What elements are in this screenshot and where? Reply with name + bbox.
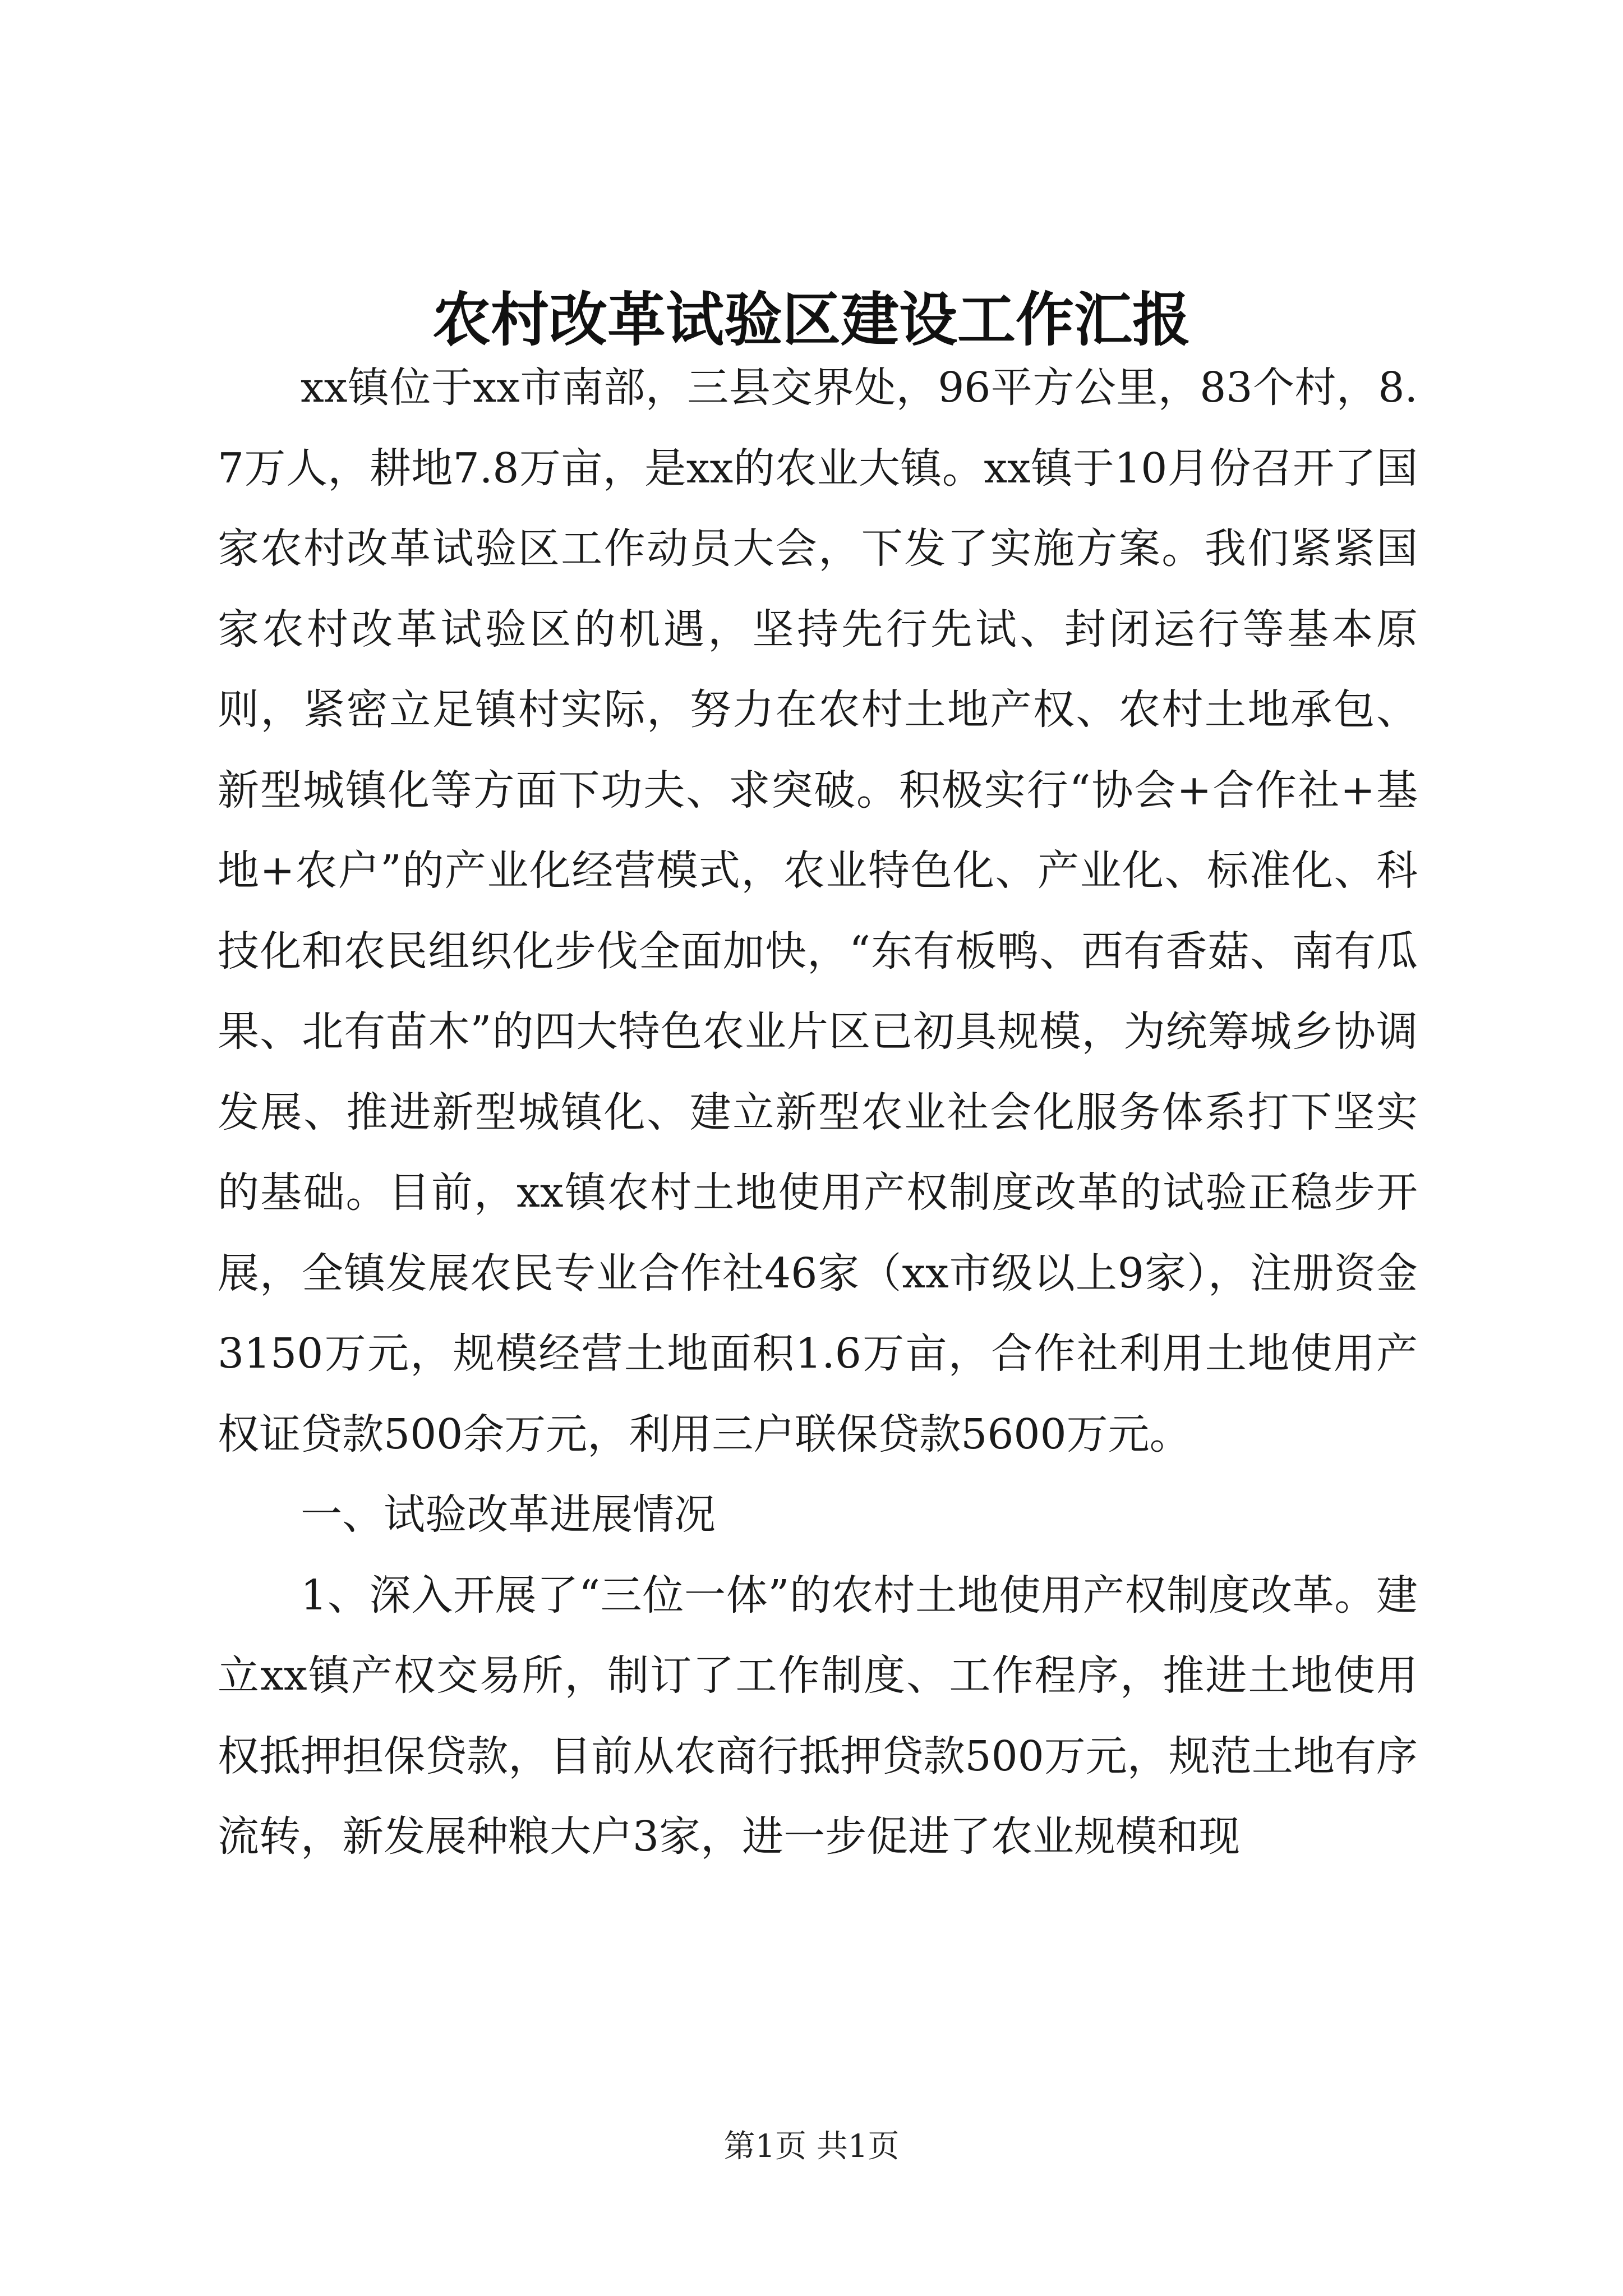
document-title: 农村改革试验区建设工作汇报 [432, 285, 1191, 354]
document-body [218, 348, 1418, 1878]
page-number-footer: 第1页 共1页 [723, 2128, 900, 2165]
section-heading: 一、试验改革进展情况 [301, 1490, 716, 1539]
section-paragraph: 1、深入开展了“三位一体”的农村土地使用产权制度改革。建立xx镇产权交易所，制订了工作制度、工作程序，推进土地使用权抵押担保贷款，目前从农商行抵押贷款500万元，规范土地有序流转，新发展种粮大户3家，进一步促进了农业规模和现 [218, 1571, 1418, 1861]
intro-paragraph: xx镇位于xx市南部，三县交界处，96平方公里，83个村，8.7万人，耕地7.8万亩，是xx的农业大镇。xx镇于10月份召开了国家农村改革试验区工作动员大会，下发了实施方案。我们紧紧国家农村改革试验区的机遇，坚持先行先试、封闭运行等基本原则，紧密立足镇村实际，努力在农村土地产权、农村土地承包、新型城镇化等方面下功夫、求突破。积极实行“协会+合作社+基地+农户”的产业化经营模式，农业特色化、产业化、标准化、科技化和农民组织化步伐全面加快，“东有板鸭、西有香菇、南有瓜果、北有苗木”的四大特色农业片区已初具规模，为统筹城乡协调发展、推进新型城镇化、建立新型农业社会化服务体系打下坚实的基础。目前，xx镇农村土地使用产权制度改革的试验正稳步开展，全镇发展农民专业合作社46家（xx市级以上9家），注册资金3150万元，规模经营土地面积1.6万亩，合作社利用土地使用产权证贷款500余万元，利用三户联保贷款5600万元。 [218, 364, 1418, 1458]
